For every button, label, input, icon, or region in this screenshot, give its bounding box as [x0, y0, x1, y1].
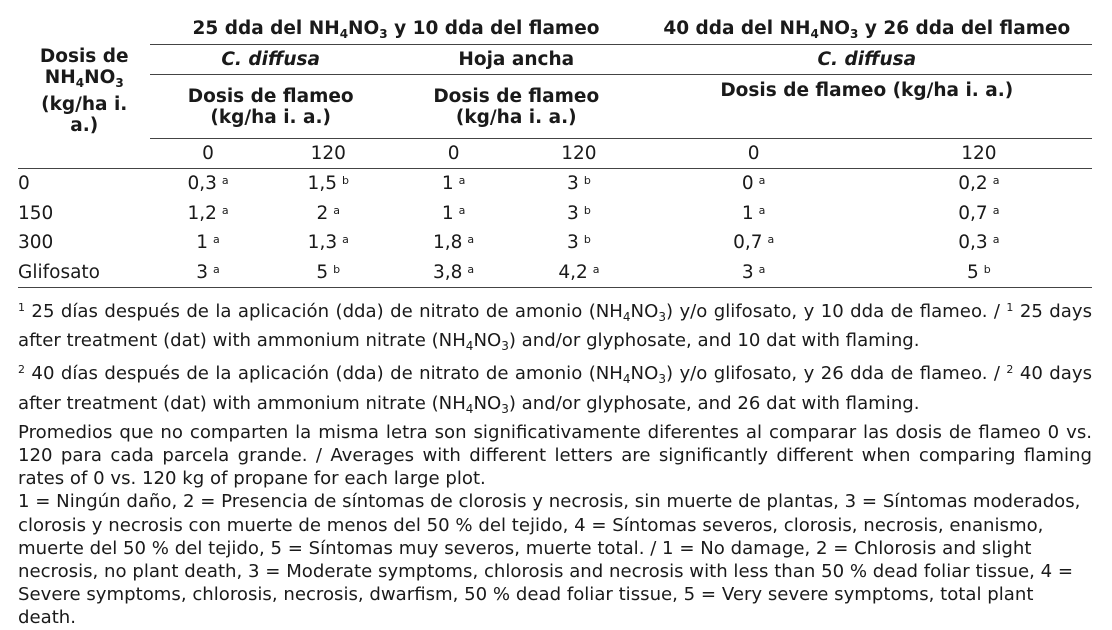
footnote-significance: Promedios que no comparten la misma letra son significativamente diferentes al comparar las dosis de flameo 0 vs. 120 para cada parcela grande. / Averages with different letters are significantly different when comparing flaming rates of 0 vs. 120 kg of propane for each large plot.: [18, 421, 1092, 490]
species-header-c-diffusa-1: C. diffusa: [150, 45, 390, 75]
table-cell: 2 $^a$: [316, 202, 341, 224]
table-cell: 0,3 $^a$: [958, 232, 1000, 254]
table-cell: 1,2 $^a$: [187, 202, 229, 224]
group-header-25dda: 25 dda del $NH_4NO_3$ y 10 dda del flameo: [150, 14, 641, 45]
table-cell: 3 $^b$: [567, 232, 591, 254]
table-cell: 0,2 $^a$: [958, 173, 1000, 195]
species-header-c-diffusa-2: C. diffusa: [642, 45, 1092, 75]
row-label: Glifosato: [18, 258, 150, 288]
table-footnotes: [18, 296, 1092, 630]
row-label: 0: [18, 173, 30, 195]
row-label: 300: [18, 232, 54, 254]
dose-col-0-b: 0: [391, 139, 516, 169]
table-cell: 0,7 $^a$: [958, 202, 1000, 224]
group-header-40dda: 40 dda del $NH_4NO_3$ y 26 dda del flameo: [642, 14, 1092, 45]
table-cell: 3 $^b$: [567, 173, 591, 195]
table-cell: 3 $^b$: [567, 202, 591, 224]
table-cell: 3 $^a$: [642, 258, 866, 288]
dose-col-120-c: 120: [866, 139, 1092, 169]
footnote-2: $^2$ 40 días después de la aplicación (dda) de nitrato de amonio $(NH_4NO_3)$ y/o glifosato, y 26 dda de flameo. / $^2$ 40 days after treatment (dat) with ammonium nitrate $(NH_4NO_3)$ and/or glyphosate, and 26 dat with flaming.: [18, 363, 1092, 416]
results-table: [18, 14, 1092, 288]
table-cell: 1 $^a$: [441, 202, 466, 224]
dose-col-120-a: 120: [266, 139, 391, 169]
species-header-hoja-ancha: Hoja ancha: [391, 45, 642, 75]
table-row: [18, 258, 1092, 288]
table-cell: 5 $^b$: [266, 258, 391, 288]
table-cell: 5 $^b$: [866, 258, 1092, 288]
row-label: 150: [18, 202, 54, 224]
table-cell: 1 $^a$: [196, 232, 220, 254]
table-cell: 3,8 $^a$: [391, 258, 516, 288]
table-cell: 1,8 $^a$: [433, 232, 475, 254]
dose-col-0-c: 0: [642, 139, 866, 169]
footnote-1: $^1$ 25 días después de la aplicación (dda) de nitrato de amonio $(NH_4NO_3)$ y/o glifosato, y 10 dda de flameo. / $^1$ 25 days after treatment (dat) with ammonium nitrate $(NH_4NO_3)$ and/or glyphosate, and 10 dat with flaming.: [18, 301, 1092, 354]
table-row: [18, 228, 1092, 258]
table-cell: 3 $^a$: [150, 258, 265, 288]
table-row: [18, 169, 1092, 199]
table-cell: 1,5 $^b$: [307, 173, 349, 195]
flame-dose-header-3: Dosis de flameo (kg/ha i. a.): [642, 75, 1092, 139]
table-cell: 0,7 $^a$: [733, 232, 775, 254]
dose-col-120-b: 120: [516, 139, 641, 169]
dose-col-0-a: 0: [150, 139, 265, 169]
flame-dose-header-1: Dosis de flameo (kg/ha i. a.): [150, 75, 390, 139]
table-cell: 1 $^a$: [741, 202, 766, 224]
table-cell: 4,2 $^a$: [516, 258, 641, 288]
flame-dose-header-2: Dosis de flameo (kg/ha i. a.): [391, 75, 642, 139]
table-row: [18, 199, 1092, 229]
table-cell: 1,3 $^a$: [307, 232, 349, 254]
dose-column-header: Dosis de $NH_4NO_3$ (kg/ha i. a.): [18, 14, 150, 169]
table-cell: 1 $^a$: [441, 173, 466, 195]
table-cell: 0,3 $^a$: [187, 173, 229, 195]
table-cell: 0 $^a$: [741, 173, 766, 195]
footnote-damage-scale: 1 = Ningún daño, 2 = Presencia de síntomas de clorosis y necrosis, sin muerte de plantas, 3 = Síntomas moderados, clorosis y necrosis con muerte de menos del 50 % del tejido, 4 = Síntomas severos, clorosis, necrosis, enanismo, muerte del 50 % del tejido, 5 = Síntomas muy severos, muerte total. / 1 = No damage, 2 = Chlorosis and slight necrosis, no plant death, 3 = Moderate symptoms, chlorosis and necrosis with less than 50 % dead foliar tissue, 4 = Severe symptoms, chlorosis, necrosis, dwarfism, 50 % dead foliar tissue, 5 = Very severe symptoms, total plant death.: [18, 491, 1081, 629]
